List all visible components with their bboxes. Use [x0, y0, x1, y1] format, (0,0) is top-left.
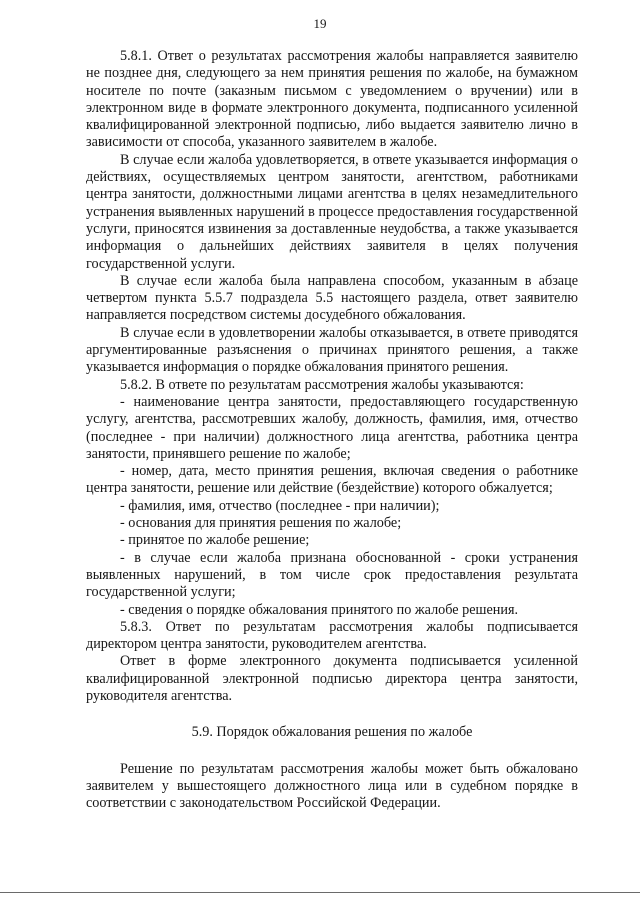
paragraph-electronic-signature: Ответ в форме электронного документа подписывается усиленной квалифицированной электронной подписью директора центра занятости, руководителя агентства.: [86, 653, 578, 704]
paragraph-pretrial-system: В случае если жалоба была направлена способом, указанным в абзаце четвертом пункта 5.5.7 подраздела 5.5 настоящего раздела, ответ заявителю направляется посредством системы досудебного обжалования.: [86, 272, 578, 324]
paragraph-5-8-3: 5.8.3. Ответ по результатам рассмотрения жалобы подписывается директором центра занятости, руководителем агентства.: [86, 618, 578, 653]
document-body: [86, 48, 578, 812]
list-item-decision: - принятое по жалобе решение;: [120, 532, 310, 549]
list-item-center-name: - наименование центра занятости, предоставляющего государственную услугу, агентства, рассмотревших жалобу, должность, фамилия, имя, отчество (последнее - при наличии) должностного лица агентства, работника центра занятости, принявшего решение по жалобе;: [86, 393, 578, 462]
list-item-appeal-info: - сведения о порядке обжалования принятого по жалобе решения.: [120, 601, 519, 618]
paragraph-5-8-1: 5.8.1. Ответ о результатах рассмотрения жалобы направляется заявителю не позднее дня, следующего за нем принятия решения по жалобе, на бумажном носителе по почте (заказным письмом с уведомлением о вручении) или в электронном виде в формате электронного документа, подписанного усиленной квалифицированной электронной подписью, либо выдается заявителю лично в зависимости от способа, указанного заявителем в жалобе.: [86, 48, 578, 151]
paragraph-appeal: Решение по результатам рассмотрения жалобы может быть обжаловано заявителем у вышестоящего должностного лица или в судебном порядке в соответствии с законодательством Российской Федерации.: [86, 760, 578, 812]
list-item-decision-details: - номер, дата, место принятия решения, включая сведения о работнике центра занятости, решение или действие (бездействие) которого обжалуется;: [86, 463, 578, 497]
paragraph-complaint-satisfied: В случае если жалоба удовлетворяется, в ответе указывается информация о действиях, осуществляемых центром занятости, агентством, работниками центра занятости, должностными лицами агентства в целях незамедлительного устранения выявленных нарушений в процессе предоставления государственной услуги, приносятся извинения за доставленные неудобства, а также указывается информация о дальнейших действиях заявителя в целях получения государственной услуги.: [86, 151, 578, 272]
list-item-full-name: - фамилия, имя, отчество (последнее - при наличии);: [120, 497, 440, 514]
list-item-deadlines: - в случае если жалоба признана обоснованной - сроки устранения выявленных нарушений, в том числе срок предоставления результата государственной услуги;: [86, 549, 578, 601]
paragraph-complaint-refused: В случае если в удовлетворении жалобы отказывается, в ответе приводятся аргументированные разъяснения о причинах принятого решения, а также указывается информация о порядке обжалования принятого решения.: [86, 324, 578, 376]
bottom-divider: [0, 892, 640, 893]
section-heading-5-9: 5.9. Порядок обжалования решения по жалобе: [191, 724, 473, 741]
paragraph-5-8-2: 5.8.2. В ответе по результатам рассмотрения жалобы указываются:: [120, 376, 524, 393]
page-number: 19: [313, 16, 327, 31]
list-item-grounds: - основания для принятия решения по жалобе;: [120, 515, 402, 532]
